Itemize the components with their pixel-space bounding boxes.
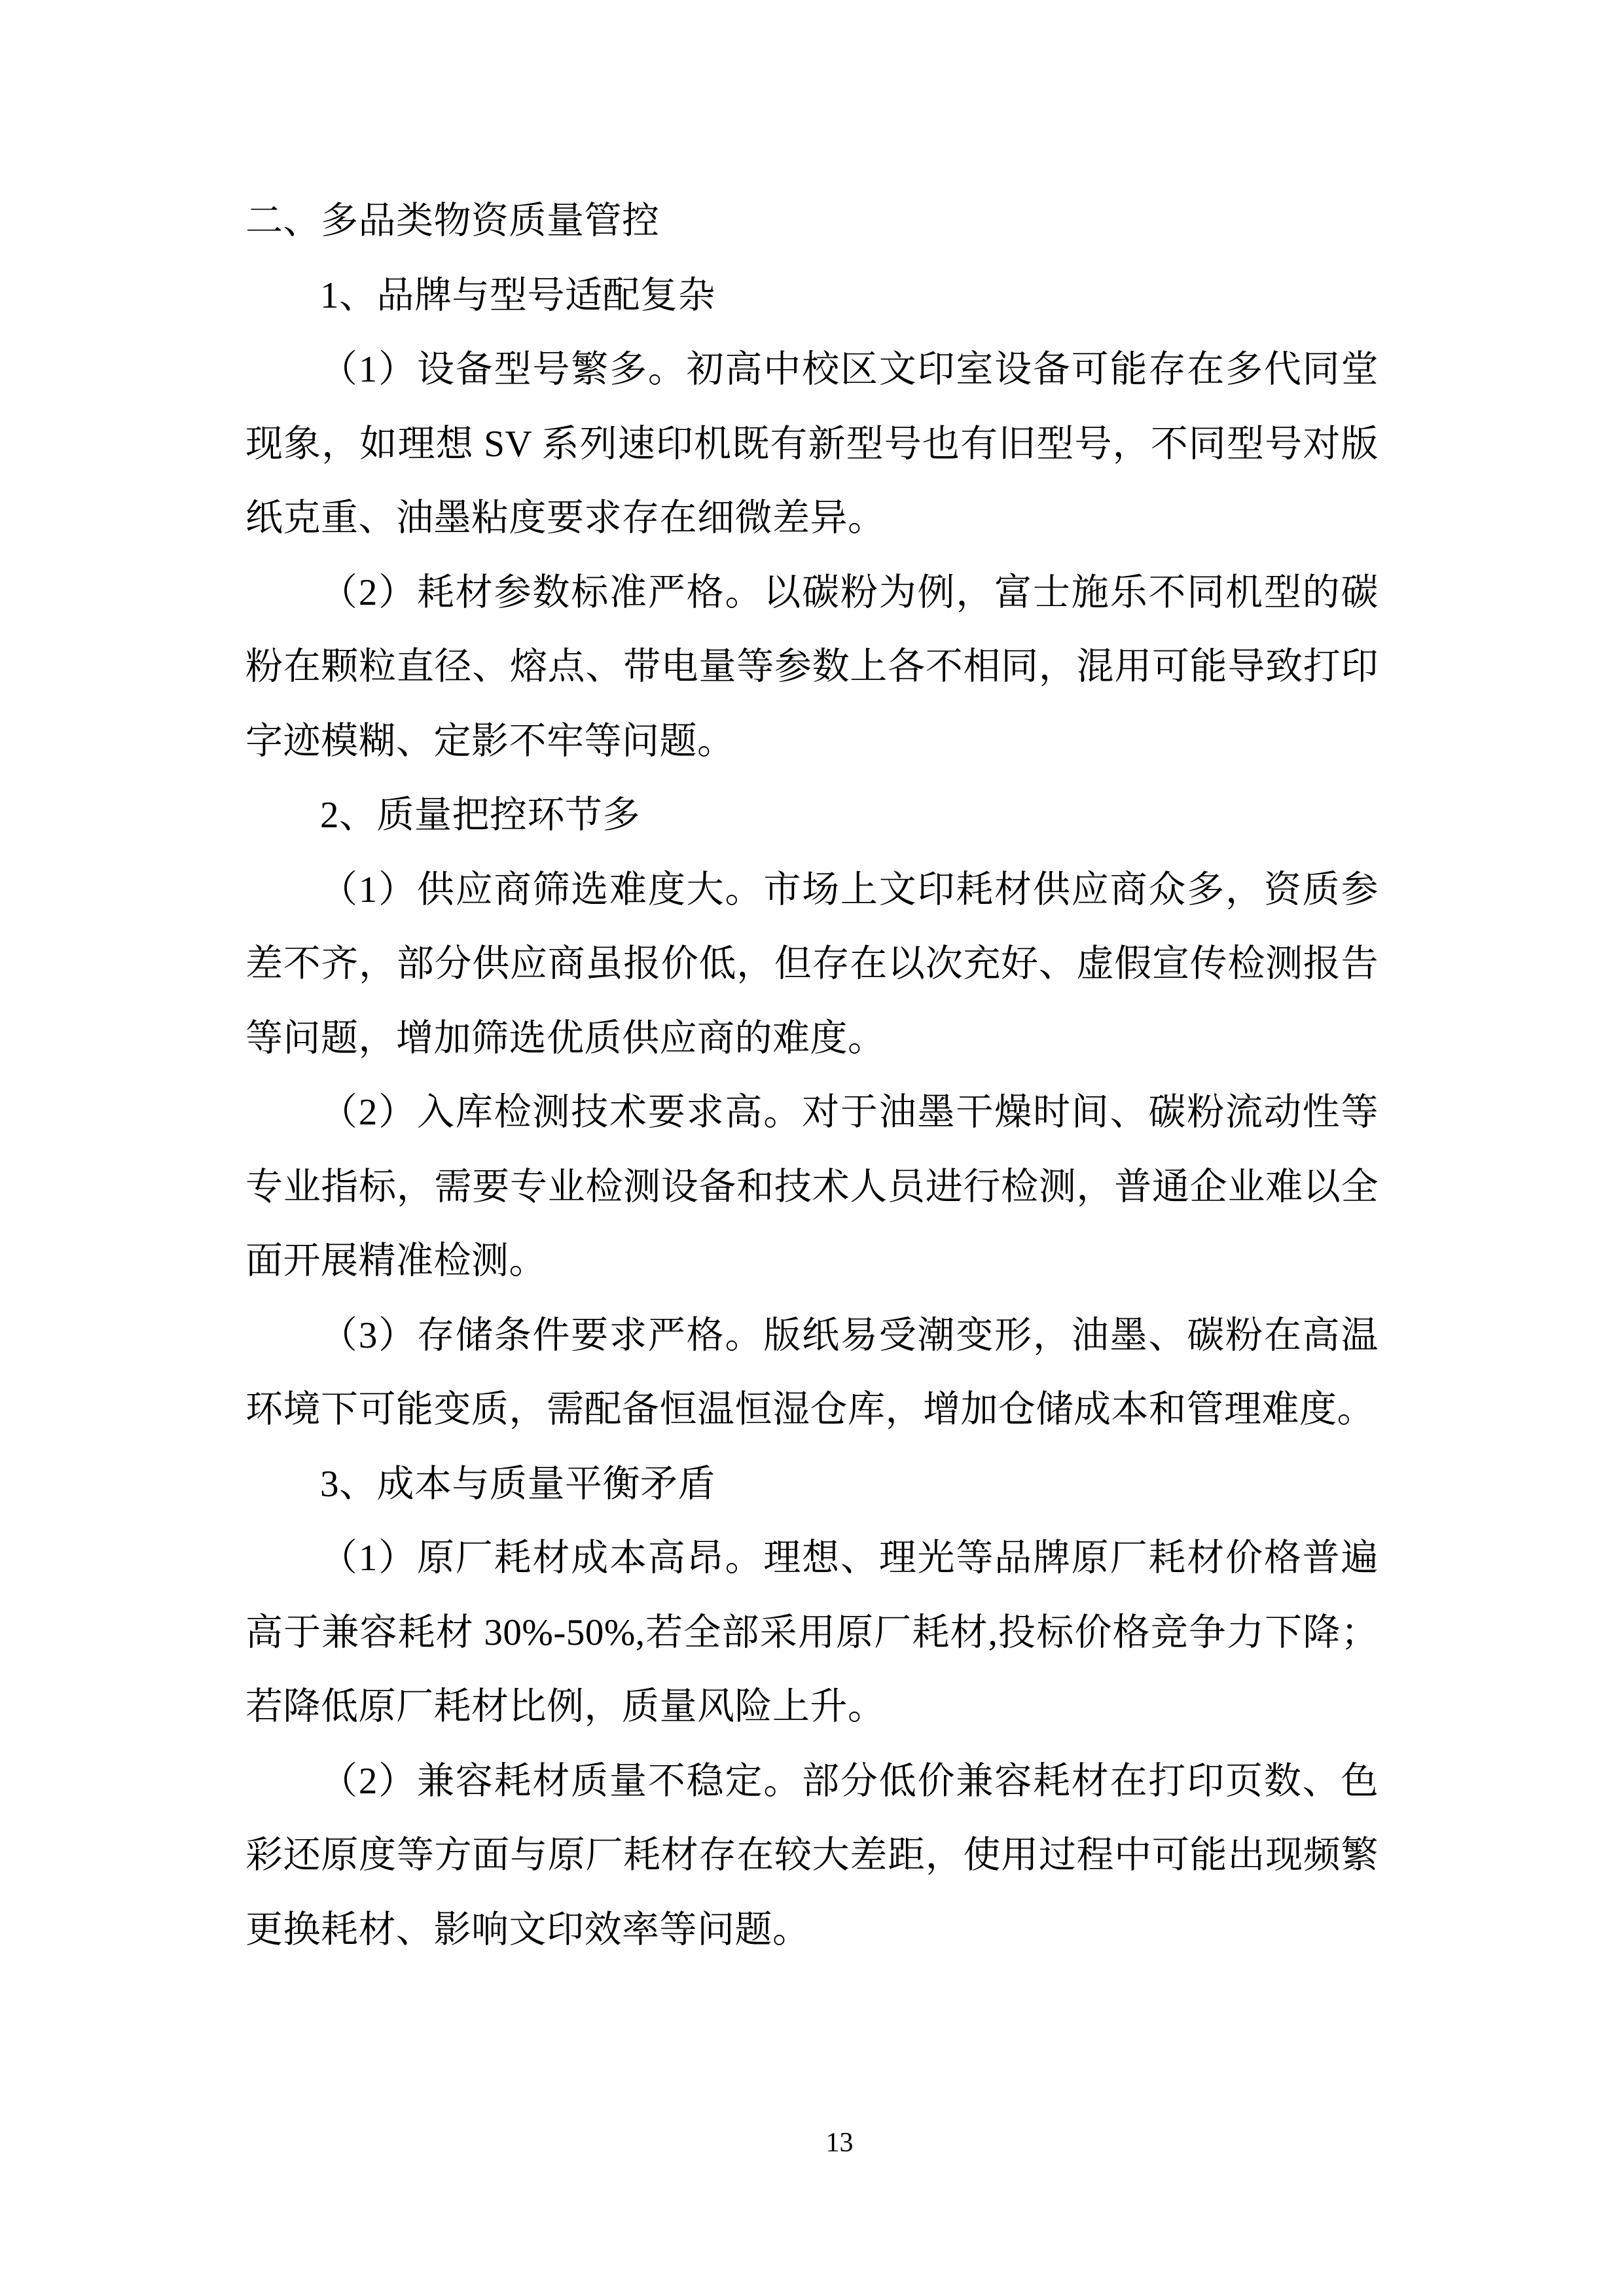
body-paragraph: （1）供应商筛选难度大。市场上文印耗材供应商众多，资质参差不齐，部分供应商虽报价低，但存在以次充好、虚假宣传检测报告等问题，增加筛选优质供应商的难度。 <box>245 869 1379 1059</box>
document-body <box>245 184 1379 1967</box>
page-number: 13 <box>825 2128 854 2158</box>
subsection-heading: 2、质量把控环节多 <box>320 795 640 836</box>
body-paragraph: （1）设备型号繁多。初高中校区文印室设备可能存在多代同堂现象，如理想 SV 系列速印机既有新型号也有旧型号，不同型号对版纸克重、油墨粘度要求存在细微差异。 <box>245 349 1379 539</box>
body-paragraph: （2）耗材参数标准严格。以碳粉为例，富士施乐不同机型的碳粉在颗粒直径、熔点、带电量等参数上各不相同，混用可能导致打印字迹模糊、定影不牢等问题。 <box>245 571 1379 762</box>
subsection-heading: 1、品牌与型号适配复杂 <box>320 274 715 316</box>
subsection-heading: 3、成本与质量平衡矛盾 <box>320 1463 715 1505</box>
body-paragraph: （1）原厂耗材成本高昂。理想、理光等品牌原厂耗材价格普遍高于兼容耗材 30%-50%,若全部采用原厂耗材,投标价格竞争力下降；若降低原厂耗材比例，质量风险上升。 <box>245 1537 1379 1727</box>
section-heading: 二、多品类物资质量管控 <box>245 200 660 242</box>
body-paragraph: （2）兼容耗材质量不稳定。部分低价兼容耗材在打印页数、色彩还原度等方面与原厂耗材存在较大差距，使用过程中可能出现频繁更换耗材、影响文印效率等问题。 <box>245 1760 1379 1950</box>
body-paragraph: （2）入库检测技术要求高。对于油墨干燥时间、碳粉流动性等专业指标，需要专业检测设备和技术人员进行检测，普通企业难以全面开展精准检测。 <box>245 1092 1379 1282</box>
body-paragraph: （3）存储条件要求严格。版纸易受潮变形，油墨、碳粉在高温环境下可能变质，需配备恒温恒湿仓库，增加仓储成本和管理难度。 <box>245 1314 1379 1430</box>
